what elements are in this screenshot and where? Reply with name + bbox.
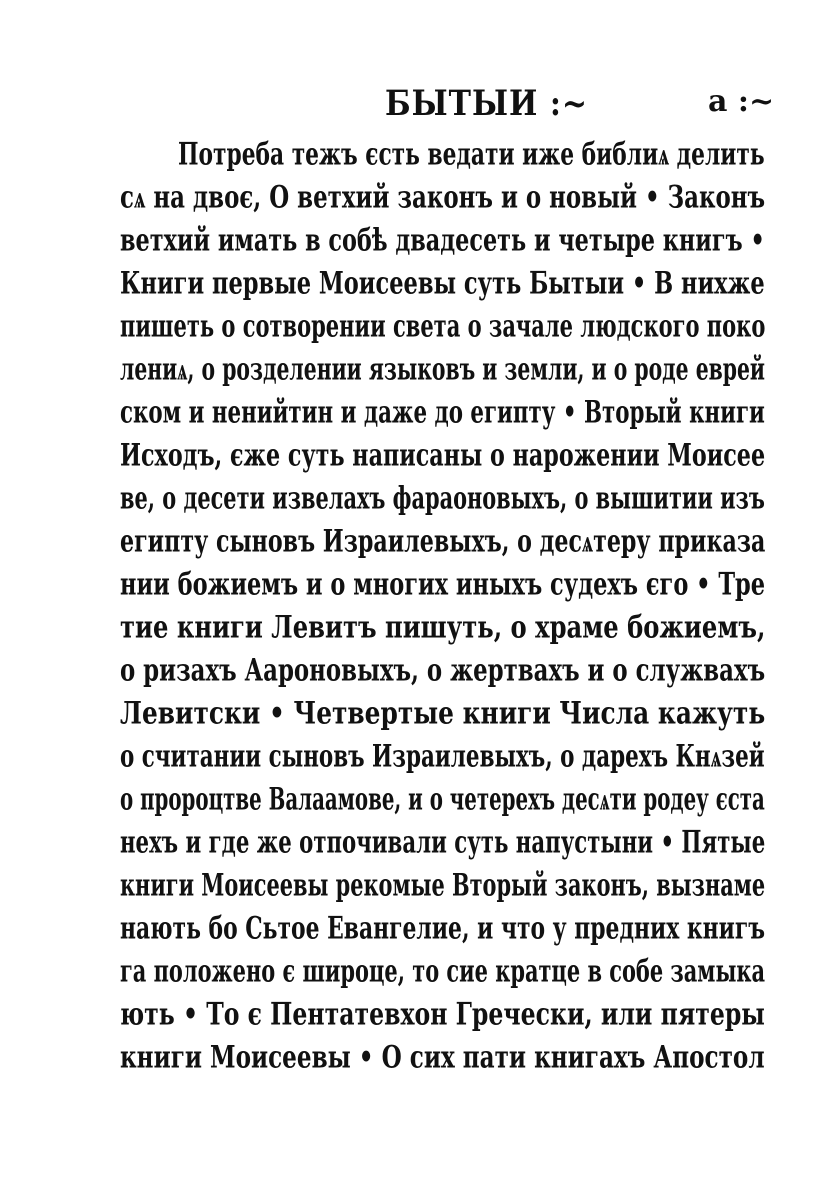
text-line: ють • То є Пентатевхон Гречески, или пятеры [120,996,765,1032]
text-line: ветхий имать в собѣ двадесеть и четыре книгъ • [120,222,765,258]
text-line: Левитски • Четвертые книги Числа кажуть [120,695,766,731]
running-title: БЫТЫИ :~ [385,84,589,125]
text-line: книги Моисеевы рекомые Вторый законъ, вызнаме [120,867,766,903]
text-line: о считании сыновъ Израилевыхъ, о дарехъ Кнѧзей [120,738,765,774]
page-header [0,80,840,126]
text-line: нехъ и где же отпочивали суть напустыни • Пятые [120,824,766,860]
text-line: тие книги Левитъ пишуть, о храме божиемъ, [120,609,766,645]
text-line: нии божиемъ и о многих иныхъ судехъ єго • Тре [120,566,766,602]
text-line: Потреба тежъ єсть ведати иже библиѧ делить [178,136,765,172]
text-line: га положено є широце, то сие кратце в собе замыка [120,953,766,989]
text-line: о ризахъ Аароновыхъ, о жертвахъ и о служвахъ [120,652,766,688]
text-line: нають бо Сьтое Евангелие, и что у предних книгъ [120,910,765,946]
text-line: сѧ на двоє, О ветхий законъ и о новый • Законъ [120,179,766,215]
text-line: лениѧ, о розделении языковъ и земли, и о роде еврей [120,351,766,387]
text-line: о пророцтве Валаамове, и о четерехъ десѧти родеу єста [120,781,765,817]
text-line: Книги первые Моисеевы суть Бытыи • В нихже [120,265,765,301]
text-line: ве, о десети извелахъ фараоновыхъ, о вышитии изъ [120,480,765,516]
text-line: книги Моисеевы • О сих пати книгахъ Апостол [120,1039,765,1075]
text-line: египту сыновъ Израилевыхъ, о десѧтеру приказа [120,523,766,559]
text-line: ском и ненийтин и даже до египту • Вторый книги [120,394,765,430]
text-line: Исходъ, єже суть написаны о нарожении Моисее [120,437,766,473]
page-number: а :~ [708,84,775,119]
text-line: пишеть о сотворении света о зачале людского поко [120,308,766,344]
